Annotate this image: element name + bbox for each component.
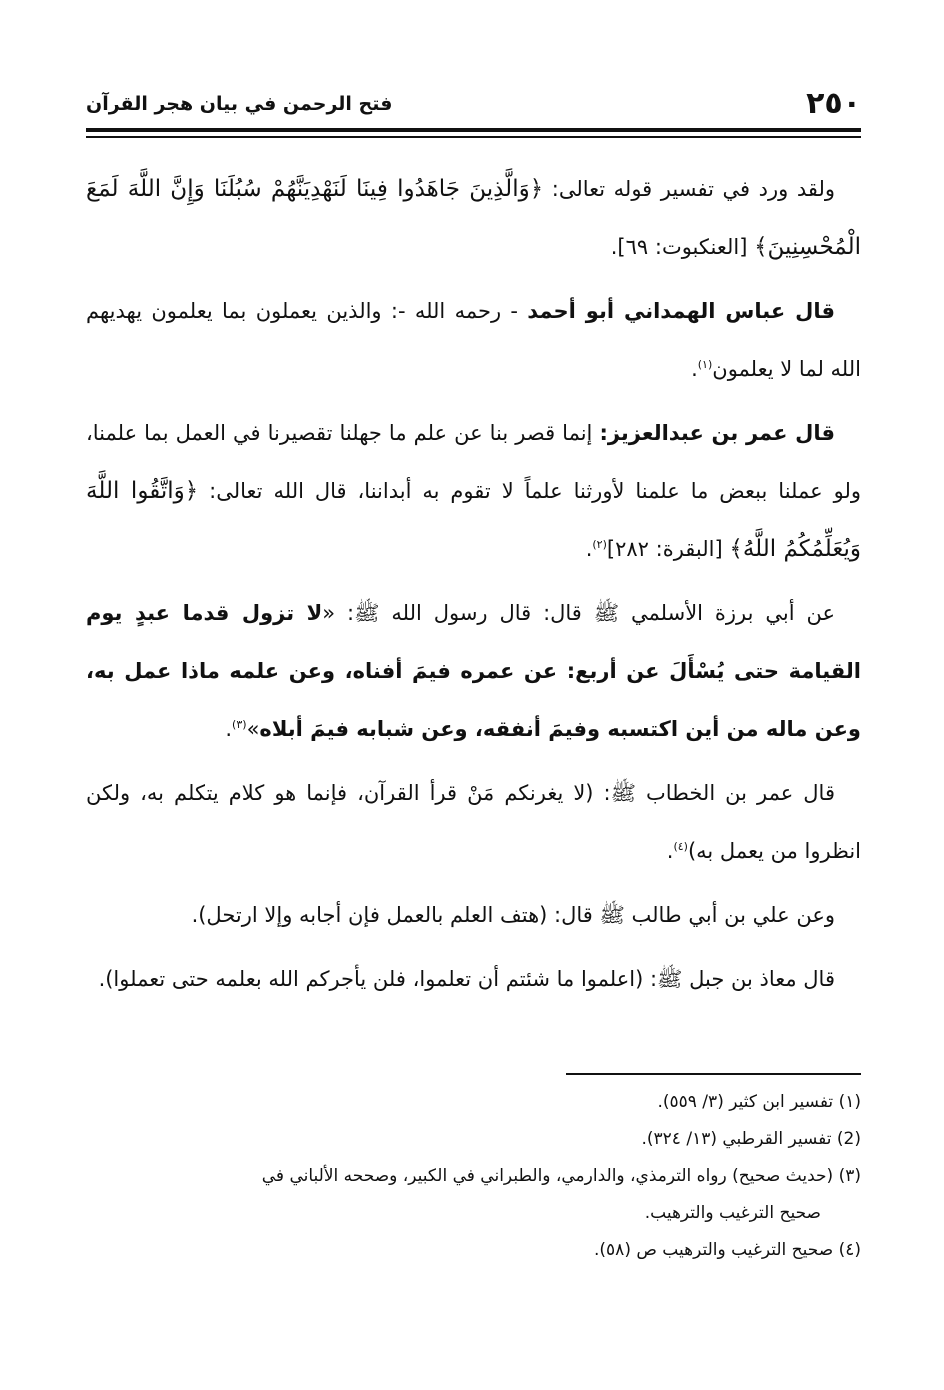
paragraph-text: - رحمه الله -: والذين يعملون بما يعلمون يهديهم الله لما لا يعلمون xyxy=(86,299,861,381)
footnote-3 xyxy=(86,1158,861,1195)
footnote-ref: (١) xyxy=(697,358,713,371)
paragraph-end: . xyxy=(225,717,233,741)
paragraph-4 xyxy=(86,584,861,758)
verse-citation: [العنكبوت: ٦٩]. xyxy=(610,235,755,259)
main-text xyxy=(86,160,861,1014)
paragraph-5 xyxy=(86,764,861,880)
verse-citation: [البقرة: ٢٨٢] xyxy=(606,537,730,561)
paragraph-end: . xyxy=(691,357,698,381)
paragraph-7 xyxy=(86,950,861,1008)
footnote-text: صحيح الترغيب والترهيب ص (٥٨). xyxy=(594,1240,839,1260)
footnote-text: (حديث صحيح) رواه الترمذي، والدارمي، والطبراني في الكبير، وصححه الألباني في xyxy=(261,1166,839,1186)
footnote-number: (2) xyxy=(836,1129,861,1149)
header-rule-thick xyxy=(86,128,861,132)
paragraph-2 xyxy=(86,282,861,398)
footnote-text: تفسير القرطبي (١٣/ ٣٢٤). xyxy=(641,1129,837,1149)
footnote-3-continuation: صحيح الترغيب والترهيب. xyxy=(644,1203,821,1223)
footnote-text: تفسير ابن كثير (٣/ ٥٥٩). xyxy=(657,1092,839,1112)
paragraph-text: قال معاذ بن جبل ﷺ: (اعلموا ما شئتم أن تعلموا، فلن يأجركم الله بعلمه حتى تعملوا). xyxy=(98,967,835,991)
header-rule-thin xyxy=(86,136,861,138)
paragraph-text: ولقد ورد في تفسير قوله تعالى: xyxy=(543,177,836,201)
footnote-number: (٣) xyxy=(838,1166,861,1186)
footnote-ref: (٣) xyxy=(232,718,247,731)
speaker-name: قال عمر بن عبدالعزيز: xyxy=(599,421,835,445)
running-title: فتح الرحمن في بيان هجر القرآن xyxy=(86,93,393,115)
footnote-ref: (٢) xyxy=(592,538,607,551)
footnote-1 xyxy=(86,1084,861,1121)
page-header xyxy=(86,86,861,126)
paragraph-end: . xyxy=(585,537,593,561)
paragraph-end: . xyxy=(666,839,674,863)
paragraph-6 xyxy=(86,886,861,944)
speaker-name: قال عباس الهمداني أبو أحمد xyxy=(527,299,835,323)
hadith-text: لا تزول قدما عبدٍ يوم القيامة حتى يُسْأَلَ عن أربع: عن عمره فيمَ أفناه، وعن علمه ماذا عمل به، وعن ماله من أين اكتسبه وفيمَ أنفقه، وعن شبابه فيمَ أبلاه xyxy=(86,601,861,741)
footnote-number: (١) xyxy=(838,1092,861,1112)
quran-verse: ﴿وَاتَّقُوا اللَّهَ وَيُعَلِّمُكُمُ اللَّهُ﴾ xyxy=(86,478,861,562)
footnote-number: (٤) xyxy=(838,1240,861,1260)
footnote-2 xyxy=(86,1121,861,1158)
page-number: ٢٥٠ xyxy=(806,86,861,121)
paragraph-text: وعن علي بن أبي طالب ﷺ قال: (هتف العلم بالعمل فإن أجابه وإلا ارتحل). xyxy=(191,903,835,927)
paragraph-3 xyxy=(86,404,861,578)
quran-verse: ﴿وَالَّذِينَ جَاهَدُوا فِينَا لَنَهْدِيَنَّهُمْ سُبُلَنَا وَإِنَّ اللَّهَ لَمَعَ الْمُحْسِنِينَ﴾ xyxy=(86,176,861,260)
paragraph-text: إنما قصر بنا عن علم ما جهلنا تقصيرنا في العمل بما علمنا، ولو عملنا ببعض ما علمنا لأورثنا علماً لا تقوم به أبداننا، قال الله تعالى: xyxy=(86,421,862,503)
footnotes xyxy=(86,1084,861,1269)
footnote-ref: (٤) xyxy=(673,840,688,853)
footnote-separator xyxy=(566,1073,861,1075)
paragraph-text: عن أبي برزة الأسلمي ﷺ قال: قال رسول الله ﷺ: « xyxy=(322,601,835,625)
footnote-4 xyxy=(86,1232,861,1269)
quote-close: » xyxy=(246,717,260,741)
paragraph-1 xyxy=(86,160,861,276)
paragraph-text: قال عمر بن الخطاب ﷺ: (لا يغرنكم مَنْ قرأ القرآن، فإنما هو كلام يتكلم به، ولكن انظروا من يعمل به) xyxy=(86,781,861,863)
